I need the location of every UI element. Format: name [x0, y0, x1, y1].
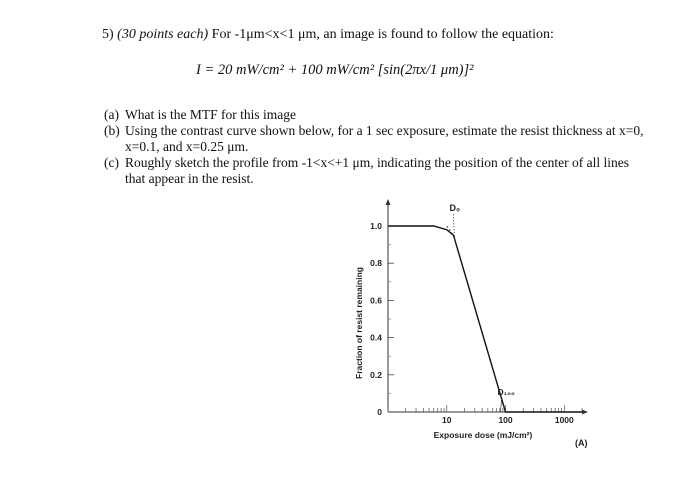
x-tick-label-10: 10 — [442, 415, 452, 425]
y-tick-label-1.0: 1.0 — [370, 221, 382, 231]
panel-label: (A) — [575, 438, 588, 448]
y-tick-label-0.6: 0.6 — [370, 295, 382, 306]
question-intro: For -1μm<x<1 μm, an image is found to follow the equation: — [211, 27, 554, 42]
y-tick-label-0.2: 0.2 — [370, 369, 382, 380]
part-a-text: What is the MTF for this image — [125, 107, 296, 122]
y-axis-arrow — [386, 199, 391, 205]
x-axis-label: Exposure dose (mJ/cm²) — [433, 430, 533, 440]
x-axis-arrow — [582, 410, 588, 415]
part-b-text: Using the contrast curve shown below, for a 1 sec exposure, estimate the resist thickness at x=0, x=0.1, and x=0.25 μm. — [125, 123, 644, 154]
y-tick-label-0.8: 0.8 — [370, 258, 382, 269]
d100-pointer — [501, 399, 502, 412]
question-number: 5) — [102, 27, 114, 42]
y-axis-label: Fraction of resist remaining — [354, 267, 364, 379]
x-tick-label-1000: 1000 — [554, 415, 574, 425]
intensity-equation: I = 20 mW/cm² + 100 mW/cm² [sin(2πx/1 μm)]² — [196, 62, 474, 78]
y-tick-label-0.4: 0.4 — [370, 332, 382, 343]
question-points: (30 points each) — [117, 27, 209, 42]
x-tick-label-100: 100 — [498, 415, 513, 425]
part-c-label: (c) — [104, 155, 119, 170]
part-c-text: Roughly sketch the profile from -1<x<+1 μm, indicating the position of the center of all lines that appear in the resist. — [125, 155, 629, 186]
part-a-label: (a) — [104, 107, 119, 122]
part-b-label: (b) — [104, 123, 120, 138]
series-line-0 — [388, 226, 582, 412]
y-tick-label-0: 0 — [377, 407, 382, 417]
d0-dashed-extrapolation — [447, 226, 456, 239]
annotation-d0: D₀ — [449, 203, 461, 213]
annotation-d100: D₁₀₀ — [497, 387, 515, 397]
